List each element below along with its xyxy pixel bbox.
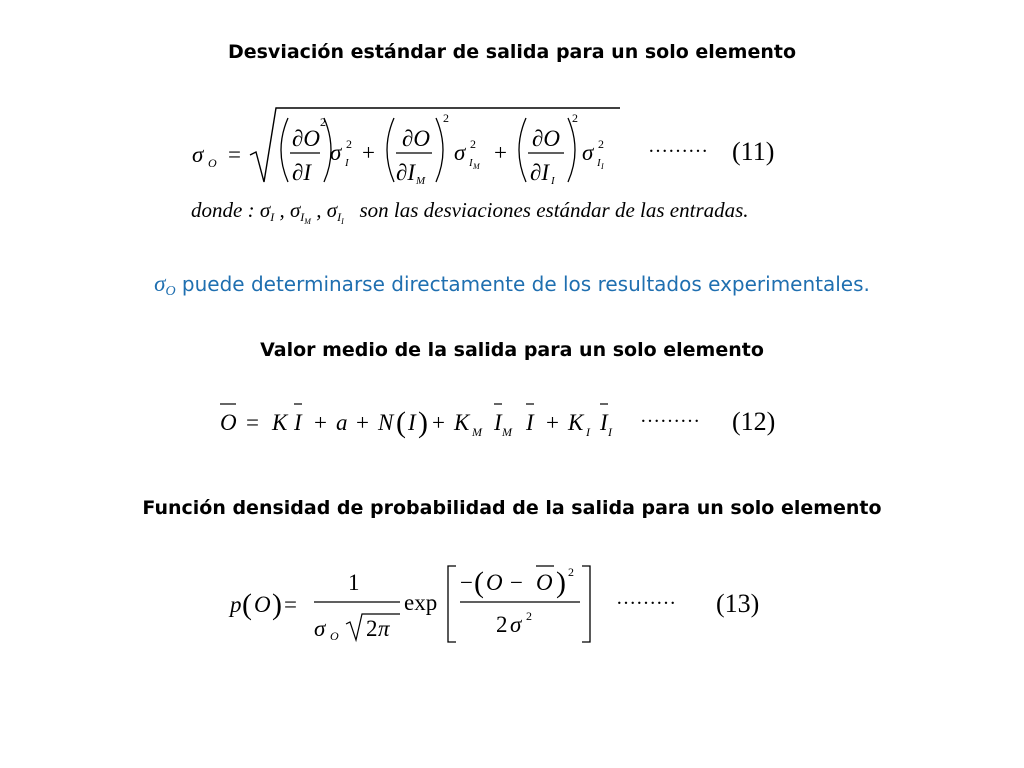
svg-text:(: ( [474,566,484,599]
svg-text:O: O [208,156,217,170]
svg-text:=: = [246,410,259,435]
svg-text:2: 2 [568,565,574,579]
svg-text:+: + [356,410,369,435]
svg-text:M: M [416,175,426,187]
note-subscript: O [165,284,176,299]
svg-text:σ: σ [510,612,522,637]
section-heading-pdf: Función densidad de probabilidad de la salida para un solo elemento [142,497,882,519]
note-sigma: σ [154,271,166,296]
svg-text:M: M [472,425,482,439]
svg-text:2: 2 [572,111,578,125]
where-text: son las desviaciones estándar de las entradas. [359,198,749,222]
equation-dots: ……… [616,587,676,609]
section-heading-std-dev: Desviación estándar de salida para un solo elemento [227,41,797,63]
svg-text:M: M [502,425,512,439]
svg-text:=: = [228,142,241,167]
svg-text:p: p [230,592,242,617]
svg-text:2: 2 [366,616,378,641]
svg-text:(: ( [396,406,406,439]
svg-text:2: 2 [320,115,326,129]
svg-text:=: = [284,592,297,617]
svg-text:σ: σ [192,142,204,167]
svg-text:I: I [294,410,302,435]
where-label: donde : [191,198,255,222]
svg-text:I: I [551,175,555,187]
svg-text:+: + [494,140,507,165]
svg-text:2: 2 [470,137,476,151]
svg-text:∂I: ∂I [396,160,416,185]
svg-text:σ: σ [582,140,594,165]
svg-text:I: I [408,410,416,435]
svg-text:O: O [330,629,339,643]
svg-text:I: I [494,410,502,435]
svg-text:1: 1 [348,570,360,595]
equation-number-11: (11) [732,137,775,166]
svg-text:I: I [586,425,590,439]
svg-text:−: − [460,570,473,595]
svg-text:I: I [608,425,612,439]
svg-text:+: + [314,410,327,435]
svg-text:a: a [336,410,348,435]
sigma-o-note [0,270,1024,306]
svg-text:2: 2 [443,111,449,125]
svg-text:+: + [432,410,445,435]
svg-text:2: 2 [496,612,508,637]
equation-13 [220,552,780,657]
svg-text:): ) [556,566,566,599]
svg-text:+: + [546,410,559,435]
exp-function: exp [404,590,438,615]
svg-text:2: 2 [598,137,604,151]
svg-text:I: I [345,157,349,169]
svg-text:−: − [510,570,523,595]
svg-text:∂I: ∂I [530,160,550,185]
equation-number-12: (12) [732,407,776,436]
svg-text:σ: σ [330,140,342,165]
svg-text:O: O [220,410,237,435]
equation-dots: ……… [648,135,708,157]
svg-text:σ: σ [314,616,326,641]
svg-text:σ: σ [454,140,466,165]
svg-text:O: O [254,592,271,617]
svg-text:2: 2 [526,609,532,623]
equation-11 [180,100,800,200]
svg-text:K: K [454,410,470,435]
svg-text:∂O: ∂O [292,126,320,151]
note-text: puede determinarse directamente de los resultados experimentales. [175,272,870,296]
svg-text:N: N [378,410,394,435]
svg-text:∂O: ∂O [532,126,560,151]
svg-text:I: I [601,162,604,171]
equation-12 [210,392,810,453]
svg-text:π: π [378,616,390,641]
svg-text:M: M [473,162,480,171]
svg-text:): ) [418,406,428,439]
svg-text:2: 2 [346,137,352,151]
equation-11-legend: donde : σI , $\sigma I_M$ , $\sigma I_I$ son las desviaciones estándar de las entradas. [191,198,749,226]
svg-text:I: I [526,410,534,435]
svg-text:I: I [600,410,608,435]
svg-text:K: K [272,410,288,435]
svg-text:): ) [272,588,282,621]
svg-text:O: O [486,570,503,595]
equation-number-13: (13) [716,589,760,618]
svg-text:I: I [597,157,601,169]
svg-text:I: I [469,157,473,169]
svg-text:O: O [536,570,553,595]
svg-text:K: K [568,410,584,435]
svg-text:∂I: ∂I [292,160,312,185]
svg-text:+: + [362,140,375,165]
section-heading-mean: Valor medio de la salida para un solo elemento [260,339,764,361]
svg-text:∂O: ∂O [402,126,430,151]
svg-text:(: ( [242,588,252,621]
equation-dots: ……… [640,405,700,427]
